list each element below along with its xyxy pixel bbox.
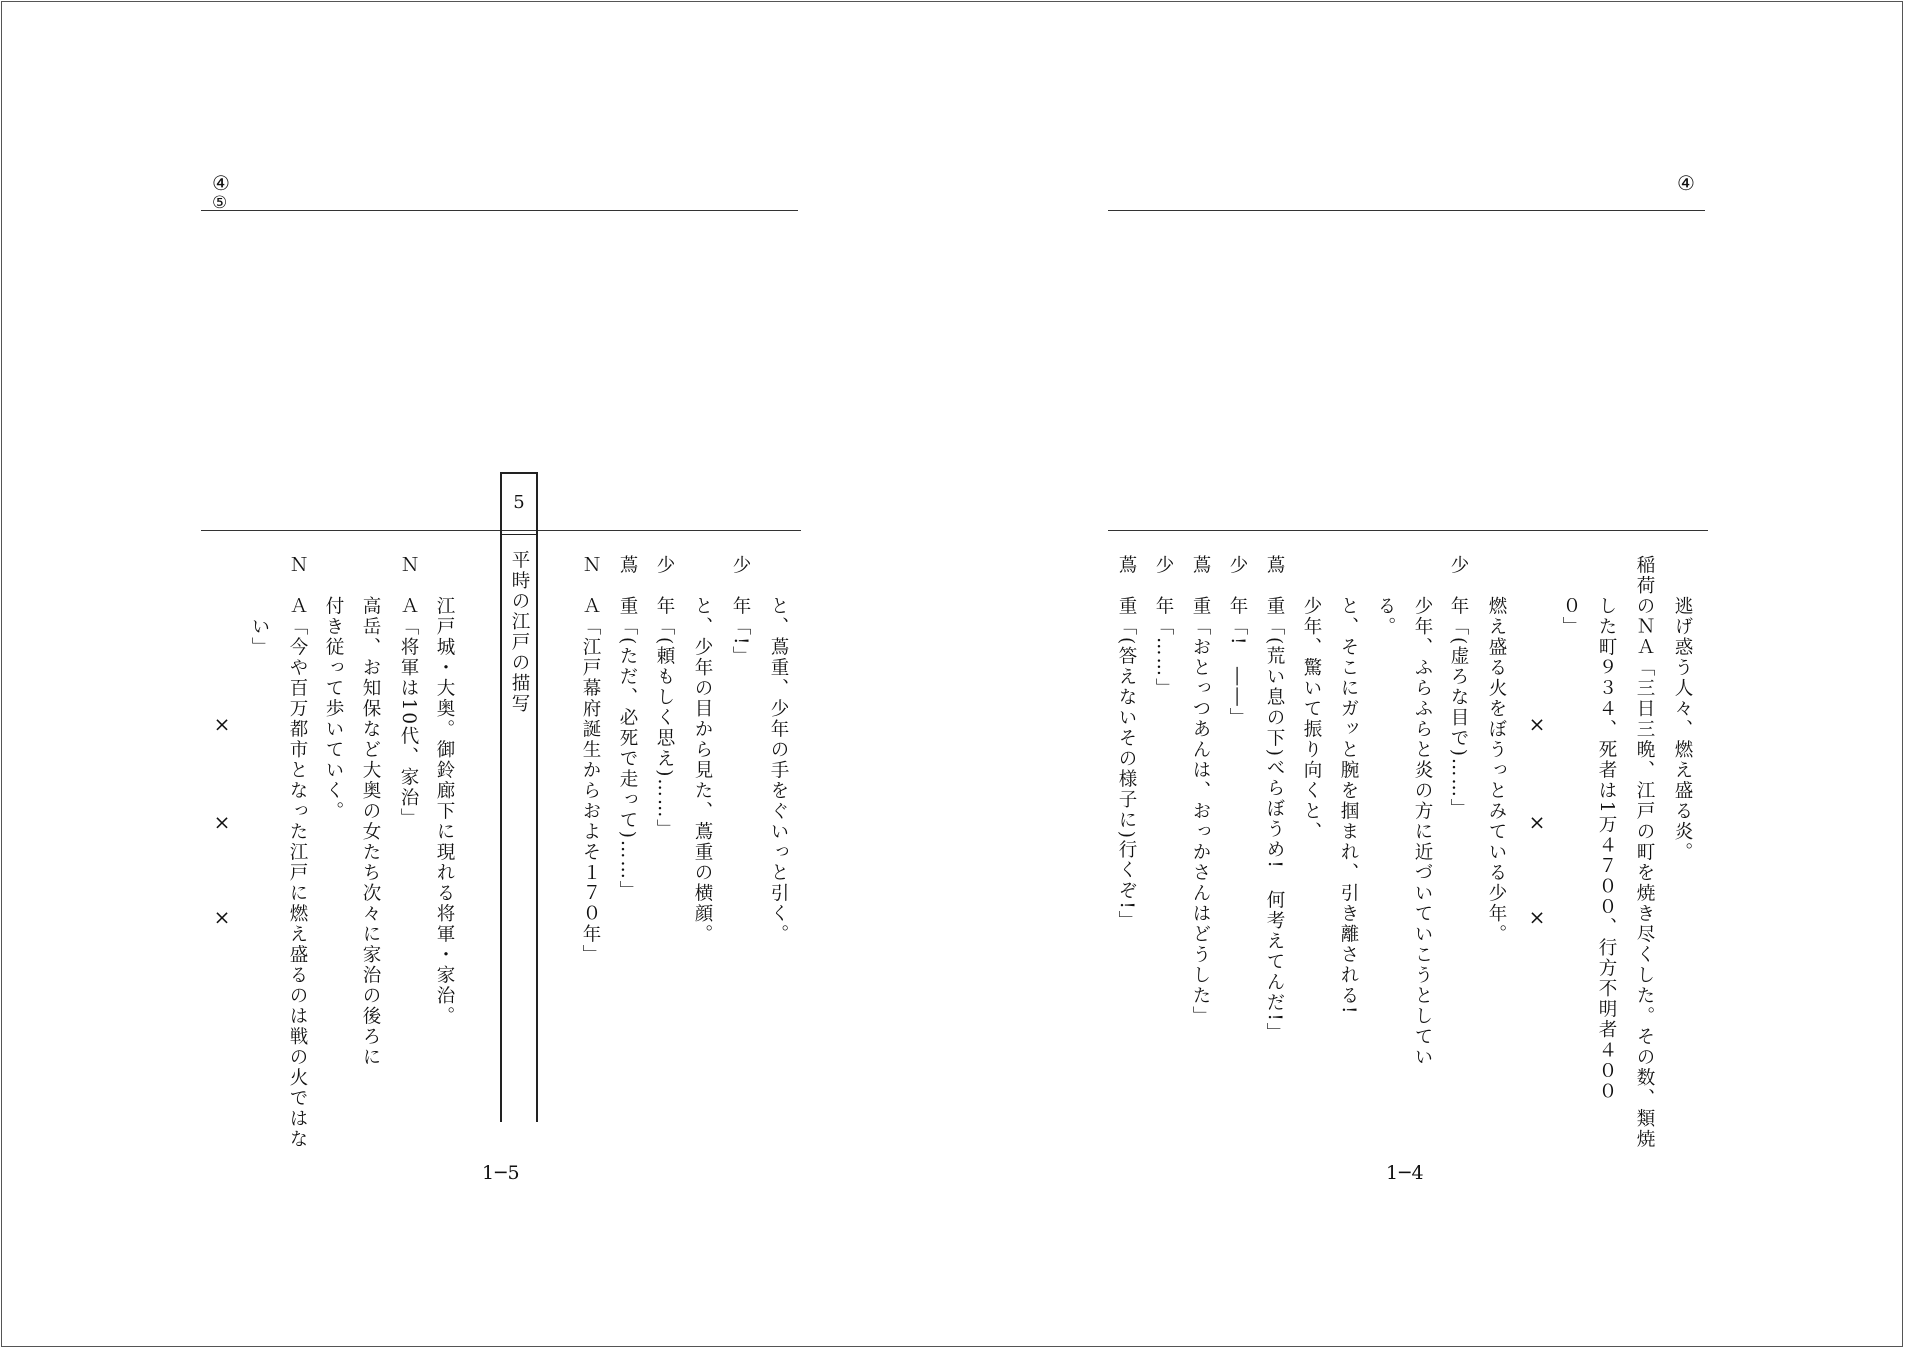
scene-break-cross: × bbox=[213, 905, 231, 929]
scene-break-cross: × bbox=[1528, 905, 1546, 929]
script-line: Ｎ Ａ「将軍は10代、家治」 bbox=[398, 555, 419, 829]
script-line: 少 年「……」 bbox=[1153, 555, 1174, 699]
script-line: Ｎ Ａ「今や百万都市となった江戸に燃え盛るのは戦の火ではな bbox=[287, 555, 308, 1150]
script-line: 付き従って歩いていく。 bbox=[323, 555, 344, 822]
script-line: 少 年「(虚ろな目で)……」 bbox=[1448, 555, 1469, 820]
script-line: 少 年「! ――」 bbox=[1227, 555, 1248, 729]
scene-heading-box bbox=[500, 472, 538, 1122]
page-number: 1─5 bbox=[482, 1162, 521, 1184]
script-line: 蔦 重「おとっつあんは、おっかさんはどうした」 bbox=[1190, 555, 1211, 1027]
script-line: 少年、ふらふらと炎の方に近づいていこうとしてい bbox=[1412, 555, 1433, 1068]
script-line: した町９３４、死者は1万４７００、行方不明者４００ bbox=[1596, 555, 1617, 1102]
header-marker-4: ④ bbox=[1677, 171, 1695, 195]
scene-title: 平時の江戸の描写 bbox=[509, 550, 530, 714]
script-line: と、そこにガッと腕を掴まれ、引き離される! bbox=[1338, 555, 1359, 1016]
script-line: る。 bbox=[1375, 555, 1396, 637]
scene-break-cross: × bbox=[213, 810, 231, 834]
script-line: 少 年「(頼もしく思え)……」 bbox=[654, 555, 675, 840]
script-line: 江戸城・大奥。御鈴廊下に現れる将軍・家治。 bbox=[434, 555, 455, 1027]
header-rule bbox=[1108, 210, 1705, 211]
scene-break-cross: × bbox=[1528, 810, 1546, 834]
header-marker-4: ④ bbox=[212, 171, 230, 195]
script-line: 蔦 重「(ただ、必死で走って)……」 bbox=[617, 555, 638, 902]
script-line: 蔦 重「(答えないその様子に)行くぞ!」 bbox=[1116, 555, 1137, 932]
script-line: と、少年の目から見た、蔦重の横顔。 bbox=[692, 555, 713, 945]
script-line: 少 年「!」 bbox=[730, 555, 751, 667]
script-line: ０」 bbox=[1560, 555, 1581, 637]
script-line: 少年、驚いて振り向くと、 bbox=[1301, 555, 1322, 842]
body-rule bbox=[1108, 530, 1708, 531]
script-line: い」 bbox=[249, 555, 270, 658]
scene-number: 5 bbox=[513, 492, 525, 513]
script-line: と、蔦重、少年の手をぐいっと引く。 bbox=[768, 555, 789, 945]
header-marker-5: ⑤ bbox=[212, 193, 228, 213]
script-line: 燃え盛る火をぼうっとみている少年。 bbox=[1486, 555, 1507, 945]
script-line: 稲荷のＮＡ「三日三晩、江戸の町を焼き尽くした。その数、類焼 bbox=[1634, 555, 1655, 1150]
scene-break-cross: × bbox=[1528, 712, 1546, 736]
script-line: Ｎ Ａ「江戸幕府誕生からおよそ１７０年」 bbox=[580, 555, 601, 965]
script-line: 蔦 重「(荒い息の下)べらぼうめ! 何考えてんだ!」 bbox=[1264, 555, 1285, 1044]
scene-divider bbox=[502, 534, 536, 535]
header-rule bbox=[201, 210, 798, 211]
script-line: 逃げ惑う人々、燃え盛る炎。 bbox=[1672, 555, 1693, 863]
scene-break-cross: × bbox=[213, 712, 231, 736]
script-line: 高岳、お知保など大奥の女たち次々に家治の後ろに bbox=[360, 555, 381, 1068]
page-number: 1─4 bbox=[1386, 1162, 1425, 1184]
